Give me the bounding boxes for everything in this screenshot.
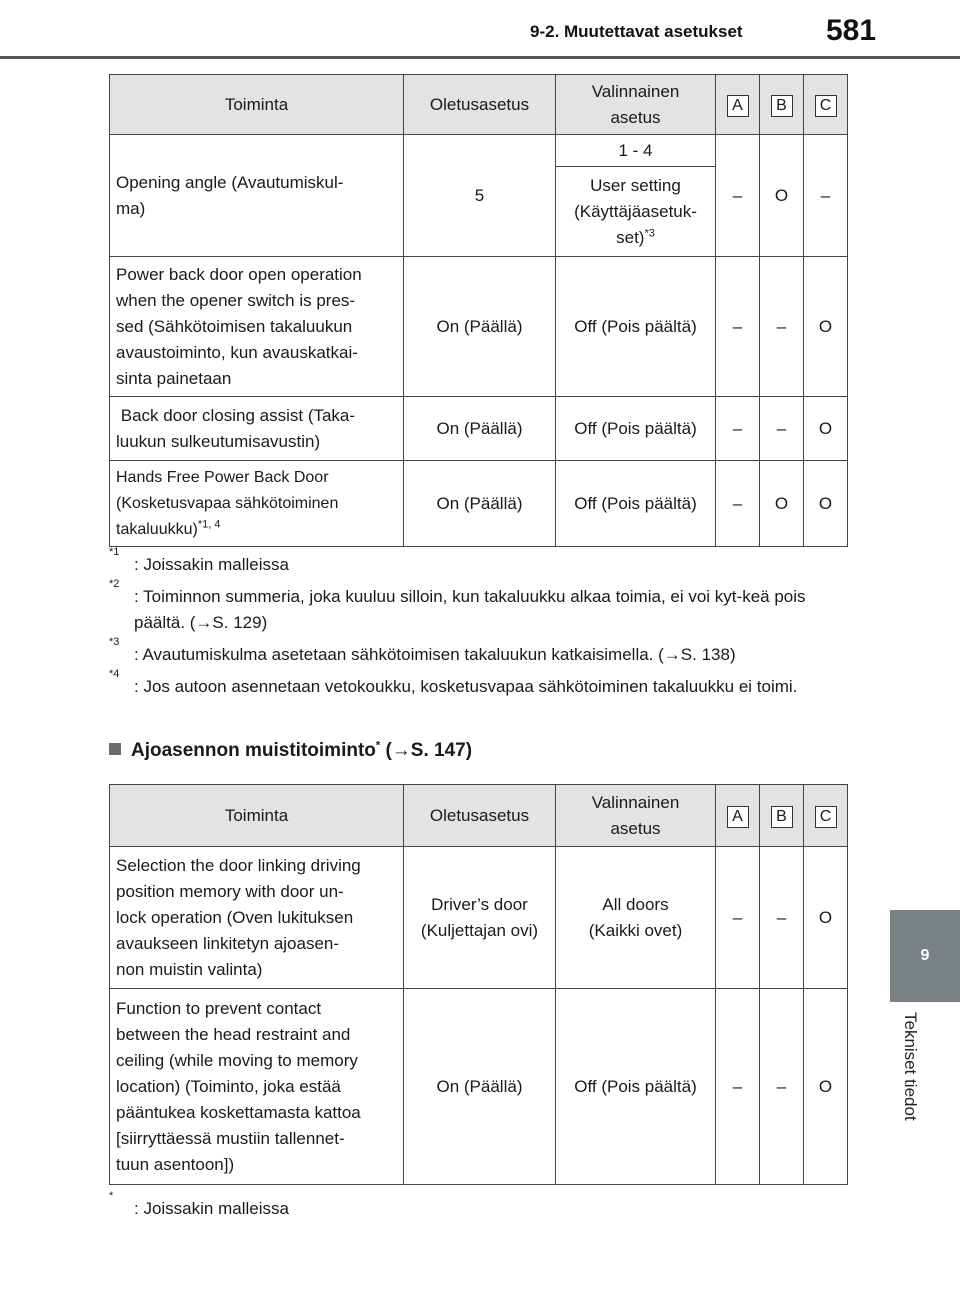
cell-a: – [716,135,760,257]
footnote-text: : Joissakin malleissa [134,555,289,574]
function-line: ma) [116,198,146,218]
function-line: pääntukea koskettamasta kattoa [116,1102,361,1122]
table-row [110,989,848,1185]
function-line: ceiling (while moving to memory [116,1050,358,1070]
header-a [716,75,760,135]
function-line: position memory with door un- [116,881,344,901]
cell-b: – [760,257,804,397]
header-b [760,75,804,135]
row-door-linking-optional [556,847,716,989]
section-title: 9-2. Muutettavat asetukset [530,22,743,41]
footnote: *3 : Avautumiskulma asetetaan sähkötoimisen takaluukun katkaisimella. (→S. 138) [109,636,736,664]
option-line: (Käyttäjäasetuk- [574,201,697,221]
page-number: 581 [826,14,877,47]
function-line: non muistin valinta) [116,959,263,979]
cell-c: O [804,461,848,547]
footnote-text: : Jos autoon asennetaan vetokoukku, kosketusvapaa sähkötoiminen takaluukku ei toimi. [134,677,798,696]
row-closing-assist-function [110,397,404,461]
table-row [110,135,848,167]
row-power-open-default: On (Päällä) [404,257,556,397]
cell-c: – [804,135,848,257]
row-closing-assist-optional: Off (Pois päältä) [556,397,716,461]
header-a [716,785,760,847]
header-c [804,785,848,847]
row-door-linking-function [110,847,404,989]
table-row [110,257,848,397]
cell-c: O [804,257,848,397]
label-b: B [771,806,793,828]
function-line: sinta painetaan [116,368,232,388]
cell-b: – [760,847,804,989]
label-c: C [815,95,837,117]
header-default: Oletusasetus [404,785,556,847]
footnote-ref: *1, 4 [197,518,221,531]
label-b: B [771,95,793,117]
header-b [760,785,804,847]
label-a: A [727,95,749,117]
header-function: Toiminta [110,75,404,135]
cell-c: O [804,397,848,461]
cell-a: – [716,989,760,1185]
function-line: Opening angle (Avautumiskul- [116,172,344,192]
row-opening-angle-option2 [556,167,716,257]
footnote: *1 : Joissakin malleissa [109,546,289,574]
optional-line: (Kaikki ovet) [588,920,683,940]
footnotes-table1 [109,546,849,706]
function-line: Selection the door linking driving [116,855,361,875]
row-power-open-function [110,257,404,397]
function-line: between the head restraint and [116,1024,351,1044]
footnote-text: : Toiminnon summeria, joka kuuluu silloin, kun takaluukku alkaa toimia, ei voi kyt-keä pois päältä. (→S. 129) [134,587,806,632]
header-divider [0,56,960,59]
section-heading [109,740,472,762]
row-door-linking-default [404,847,556,989]
header-optional-line2: asetus [610,107,661,127]
header-optional-line1: Valinnainen [591,792,680,812]
header-default: Oletusasetus [404,75,556,135]
function-line: when the opener switch is pres- [116,290,356,310]
row-hands-free-function [110,461,404,547]
square-bullet-icon [109,743,121,755]
footnote-ref: * [375,739,381,752]
row-head-restraint-function [110,989,404,1185]
header-optional [556,75,716,135]
header-function: Toiminta [110,785,404,847]
cell-b: – [760,989,804,1185]
cell-a: – [716,847,760,989]
option-line: User setting [590,175,681,195]
cell-b: O [760,461,804,547]
function-line: location) (Toiminto, joka estää [116,1076,341,1096]
section-heading-title: Ajoasennon muistitoiminto [131,740,376,761]
label-c: C [815,806,837,828]
table-row [110,397,848,461]
function-line: Back door closing assist (Taka- [120,405,356,425]
function-line: lock operation (Oven lukituksen [116,907,354,927]
cell-a: – [716,257,760,397]
function-line: luukun sulkeutumisavustin) [116,431,321,451]
footnote-text: : Avautumiskulma asetetaan sähkötoimisen takaluukun katkaisimella. (→S. 138) [134,645,736,664]
row-hands-free-default: On (Päällä) [404,461,556,547]
option-line: set) [616,227,645,247]
header-c [804,75,848,135]
function-line: (Kosketusvapaa sähkötoiminen [116,494,339,512]
footnote: *4 : Jos autoon asennetaan vetokoukku, kosketusvapaa sähkötoiminen takaluukku ei toimi. [109,668,798,696]
row-closing-assist-default: On (Päällä) [404,397,556,461]
row-opening-angle-function [110,135,404,257]
function-line: avaukseen linkitetyn ajoasen- [116,933,340,953]
settings-table-back-door [109,74,848,547]
table-header-row [110,75,848,135]
function-line: tuun asentoon]) [116,1154,235,1174]
chapter-label: Tekniset tiedot [901,1012,920,1121]
table-row [110,847,848,989]
cell-b: O [760,135,804,257]
header-optional-line1: Valinnainen [591,81,680,101]
function-line: [siirryttäessä mustiin tallennet- [116,1128,345,1148]
cell-b: – [760,397,804,461]
table-header-row [110,785,848,847]
footnote: * : Joissakin malleissa [109,1190,289,1218]
header-optional-line2: asetus [610,818,661,838]
row-hands-free-optional: Off (Pois päältä) [556,461,716,547]
default-line: (Kuljettajan ovi) [420,920,539,940]
function-line: sed (Sähkötoimisen takaluukun [116,316,353,336]
footnote-ref: *3 [644,226,655,239]
label-a: A [727,806,749,828]
row-head-restraint-optional: Off (Pois päältä) [556,989,716,1185]
cell-a: – [716,397,760,461]
header-optional [556,785,716,847]
section-heading-ref: (→S. 147) [380,740,473,761]
function-line: takaluukku) [116,520,198,538]
function-line: Function to prevent contact [116,998,322,1018]
footnote-text: : Joissakin malleissa [134,1199,289,1218]
function-line: Hands Free Power Back Door [116,468,329,486]
settings-table-memory [109,784,848,1185]
row-head-restraint-default: On (Päällä) [404,989,556,1185]
row-opening-angle-default: 5 [404,135,556,257]
optional-line: All doors [602,894,669,914]
function-line: avaustoiminto, kun avauskatkai- [116,342,358,362]
footnote: *2 : Toiminnon summeria, joka kuuluu silloin, kun takaluukku alkaa toimia, ei voi kyt-keä pois päältä. (→S. 129) [109,578,806,632]
cell-a: – [716,461,760,547]
default-line: Driver’s door [431,894,528,914]
cell-c: O [804,847,848,989]
chapter-tab: 9 [890,910,960,1002]
cell-c: O [804,989,848,1185]
function-line: Power back door open operation [116,264,362,284]
footnotes-table2 [109,1190,849,1228]
row-power-open-optional: Off (Pois päältä) [556,257,716,397]
table-row [110,461,848,547]
row-opening-angle-option1: 1 - 4 [556,135,716,167]
